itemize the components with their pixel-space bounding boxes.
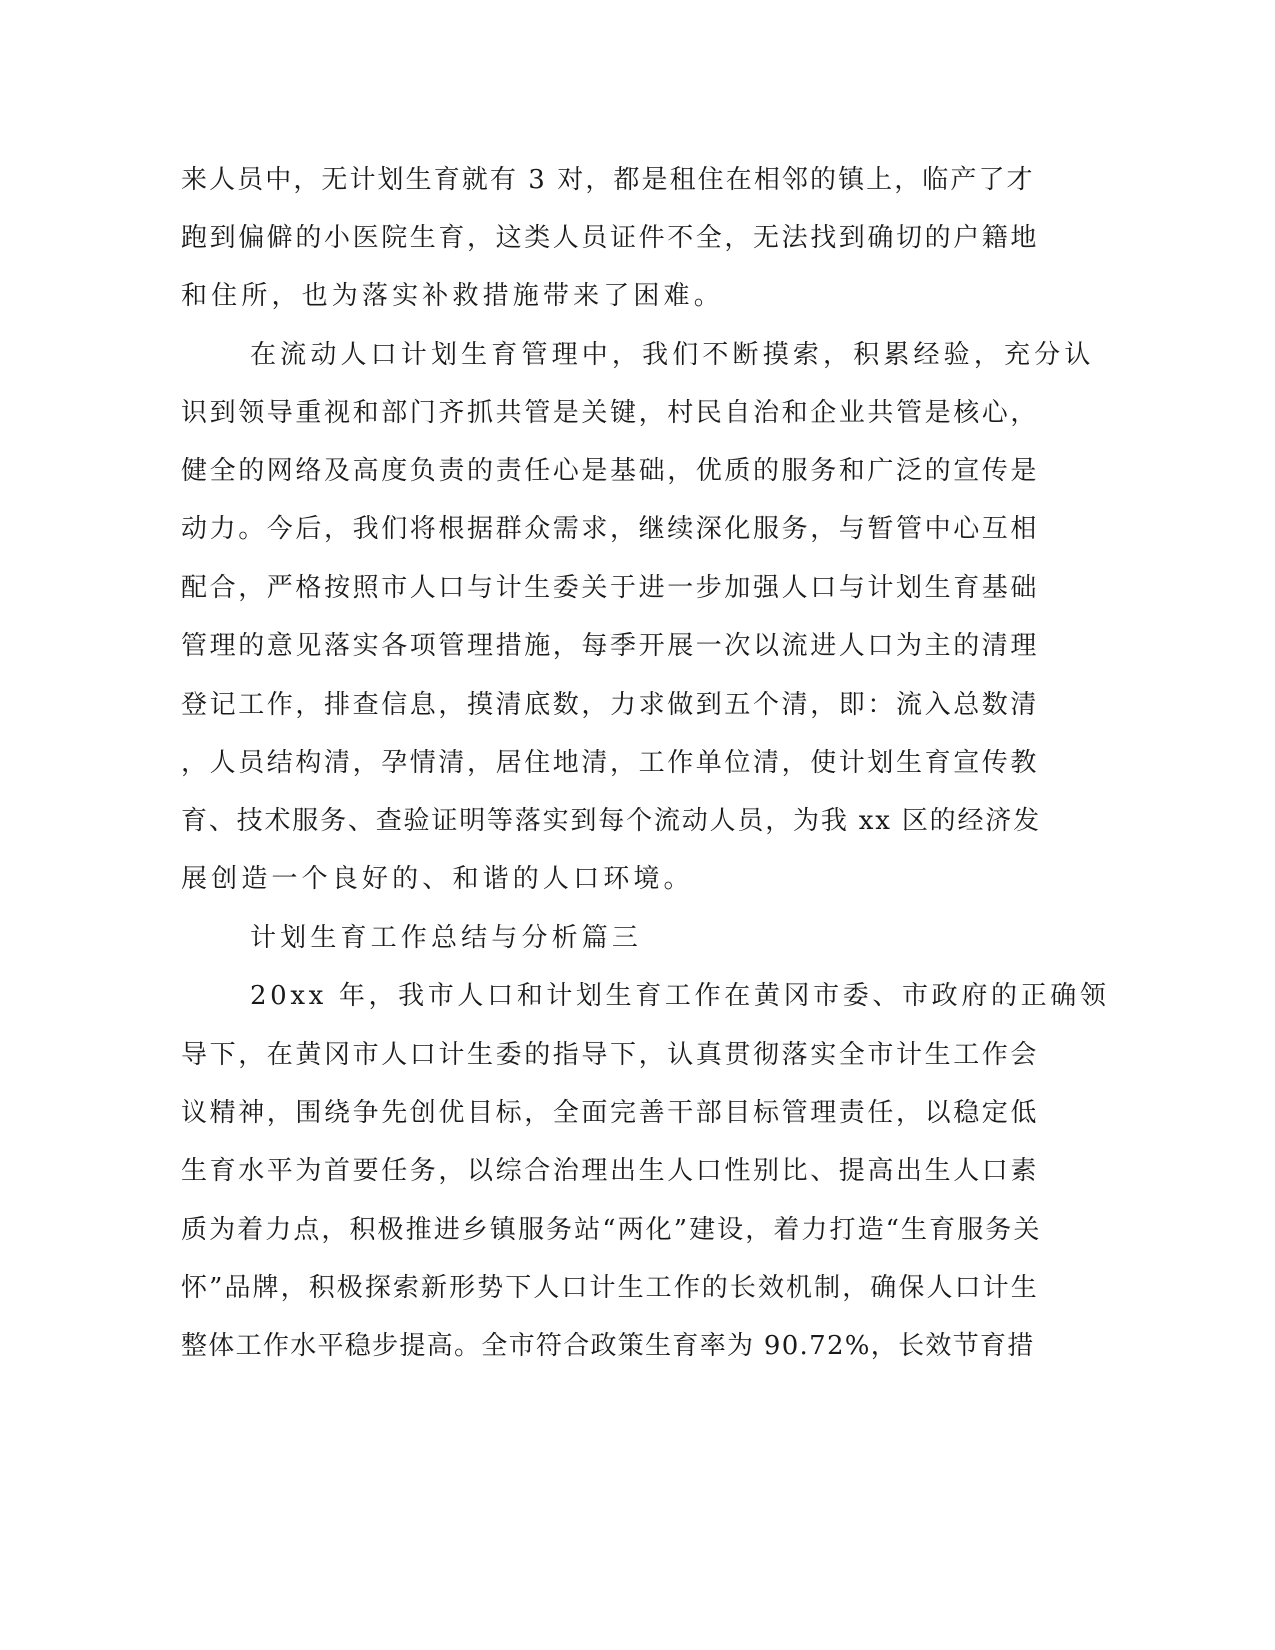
text-line: 质为着力点，积极推进乡镇服务站“两化”建设，着力打造“生育服务关 — [181, 1215, 1042, 1245]
text-line: 导下，在黄冈市人口计生委的指导下，认真贯彻落实全市计生工作会 — [181, 1040, 1040, 1070]
section-heading: 计划生育工作总结与分析篇三 — [250, 923, 643, 953]
text-line: 登记工作，排查信息，摸清底数，力求做到五个清，即：流入总数清 — [181, 690, 1040, 720]
text-line: ，人员结构清，孕情清，居住地清，工作单位清，使计划生育宣传教 — [181, 748, 1040, 778]
text-line: 管理的意见落实各项管理措施，每季开展一次以流进人口为主的清理 — [181, 631, 1040, 661]
text-line: 怀”品牌，积极探索新形势下人口计生工作的长效机制，确保人口计生 — [181, 1273, 1039, 1303]
text-line: 整体工作水平稳步提高。全市符合政策生育率为 90.72%，长效节育措 — [181, 1331, 1035, 1361]
text-line: 识到领导重视和部门齐抓共管是关键，村民自治和企业共管是核心， — [181, 398, 1040, 428]
paragraph-first-line: 20xx 年，我市人口和计划生育工作在黄冈市委、市政府的正确领 — [250, 981, 1110, 1011]
text-line: 动力。今后，我们将根据群众需求，继续深化服务，与暂管中心互相 — [181, 514, 1040, 544]
paragraph-first-line: 在流动人口计划生育管理中，我们不断摸索，积累经验，充分认 — [250, 340, 1095, 370]
text-line: 育、技术服务、查验证明等落实到每个流动人员，为我 xx 区的经济发 — [181, 806, 1041, 836]
text-line: 健全的网络及高度负责的责任心是基础，优质的服务和广泛的宣传是 — [181, 456, 1040, 486]
text-line: 配合，严格按照市人口与计生委关于进一步加强人口与计划生育基础 — [181, 573, 1040, 603]
text-line: 来人员中，无计划生育就有 3 对，都是租住在相邻的镇上，临产了才 — [181, 165, 1035, 195]
text-line: 展创造一个良好的、和谐的人口环境。 — [181, 864, 694, 894]
text-line: 议精神，围绕争先创优目标，全面完善干部目标管理责任，以稳定低 — [181, 1098, 1040, 1128]
text-line: 和住所，也为落实补救措施带来了困难。 — [181, 281, 724, 311]
text-line: 跑到偏僻的小医院生育，这类人员证件不全，无法找到确切的户籍地 — [181, 223, 1040, 253]
text-line: 生育水平为首要任务，以综合治理出生人口性别比、提高出生人口素 — [181, 1156, 1040, 1186]
